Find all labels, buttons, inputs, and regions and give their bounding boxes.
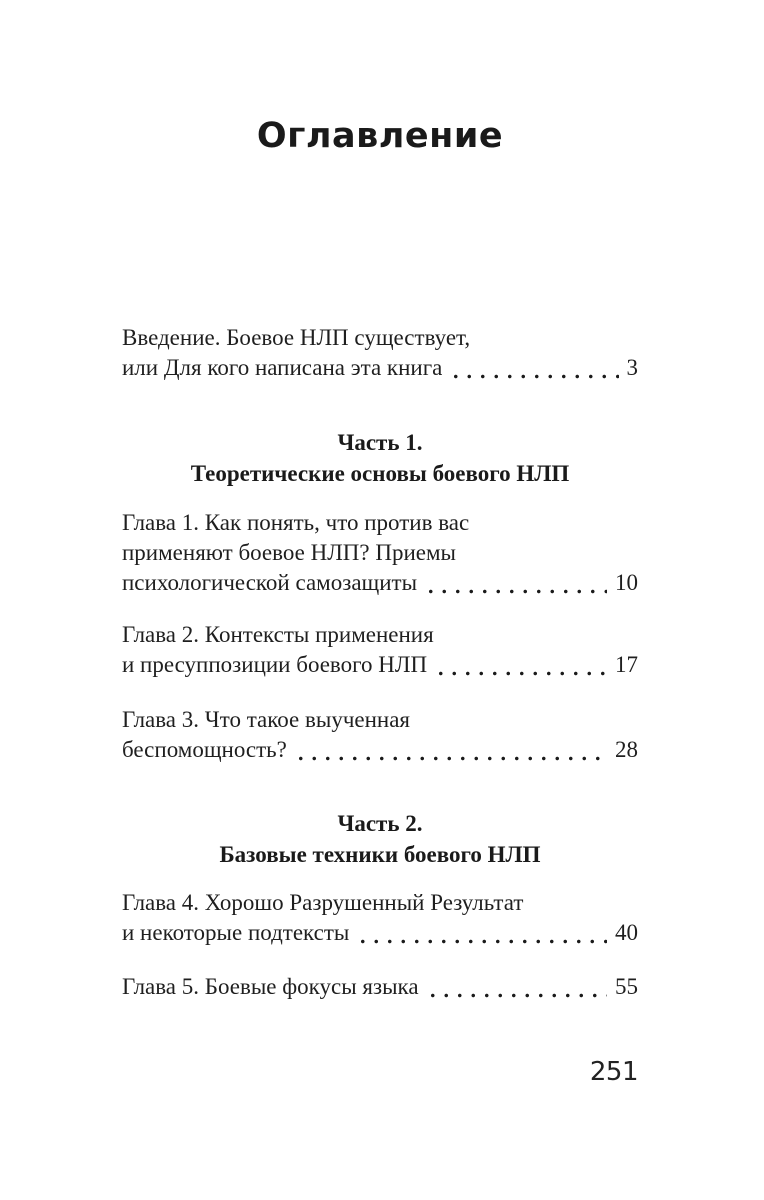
entry-text-line: психологической самозащиты [122,570,418,595]
entry-page-number: 3 [626,355,638,380]
toc-entry-chapter-4 [122,888,638,948]
entry-page-number: 55 [615,974,638,999]
entry-text-line: и некоторые подтексты [122,920,350,945]
entry-text-line: Глава 4. Хорошо Разрушенный Результат [122,890,524,915]
entry-last-line [122,568,638,598]
toc-entry-chapter-3 [122,705,638,765]
toc-entry-chapter-5 [122,972,638,1002]
part-subtitle: Базовые техники боевого НЛП [219,842,541,867]
table-of-contents [122,323,638,1002]
entry-last-line [122,650,638,680]
toc-entry-chapter-1 [122,508,638,598]
content-column [122,0,638,1087]
folio-page-number: 251 [589,1057,638,1087]
entry-page-number: 40 [615,920,638,945]
toc-entry-chapter-2 [122,620,638,680]
entry-text-line: или Для кого написана эта книга [122,355,443,380]
entry-text-line: Введение. Боевое НЛП существует, [122,325,471,350]
entry-last-line [122,353,638,383]
entry-last-line [122,918,638,948]
entry-page-number: 28 [615,737,638,762]
entry-text-line: Глава 1. Как понять, что против вас [122,510,470,535]
dot-leader [356,918,607,948]
part-subtitle: Теоретические основы боевого НЛП [190,461,570,486]
entry-text-line: Глава 5. Боевые фокусы языка [122,974,419,999]
toc-entry-introduction [122,323,638,383]
part-title: Часть 2. [337,811,423,836]
part-heading-1 [122,427,638,489]
entry-text-line: Глава 3. Что такое выученная [122,707,410,732]
page-title: Оглавление [256,116,504,156]
dot-leader [294,735,607,765]
dot-leader [426,972,607,1002]
entry-text-line: применяют боевое НЛП? Приемы [122,540,456,565]
part-title: Часть 1. [337,430,423,455]
entry-text-line: Глава 2. Контексты применения [122,622,434,647]
entry-last-line [122,735,638,765]
dot-leader [424,568,607,598]
dot-leader [449,353,618,383]
dot-leader [434,650,607,680]
entry-text-line: беспомощность? [122,737,287,762]
entry-page-number: 17 [615,652,638,677]
entry-last-line [122,972,638,1002]
entry-text-line: и пресуппозиции боевого НЛП [122,652,428,677]
part-heading-2 [122,808,638,870]
entry-page-number: 10 [615,570,638,595]
